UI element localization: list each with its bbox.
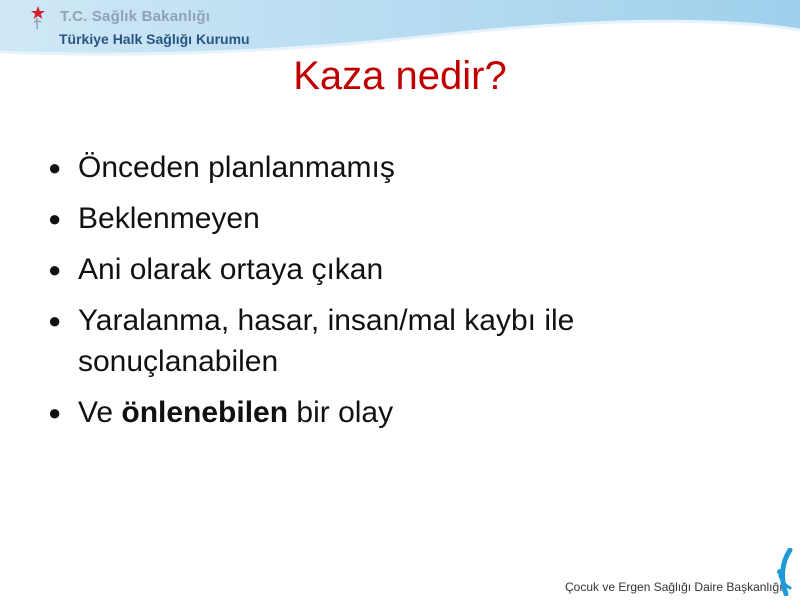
bullet-text-suffix: bir olay xyxy=(288,396,394,429)
bullet-dot-icon: ● xyxy=(48,400,62,425)
bullet-dot-icon: ● xyxy=(48,206,62,231)
child-figure-icon xyxy=(770,548,796,596)
ministry-crescent-logo-icon xyxy=(18,4,58,44)
bullet-dot-icon: ● xyxy=(48,155,62,180)
bullet-item xyxy=(44,198,744,239)
bullet-dot-icon: ● xyxy=(48,257,62,282)
slide-title: Kaza nedir? xyxy=(293,54,507,98)
bullet-text: Ani olarak ortaya çıkan xyxy=(78,253,384,286)
footer-department: Çocuk ve Ergen Sağlığı Daire Başkanlığı xyxy=(565,580,783,594)
org-name-ministry: T.C. Sağlık Bakanlığı xyxy=(60,8,211,25)
bullet-text: Beklenmeyen xyxy=(78,202,260,235)
bullet-text: Önceden planlanmamış xyxy=(78,151,395,184)
bullet-list xyxy=(44,147,744,443)
bullet-dot-icon: ● xyxy=(48,308,62,333)
bullet-item xyxy=(44,300,744,382)
bullet-text: Yaralanma, hasar, insan/mal kaybı ile sonuçlanabilen xyxy=(78,304,575,378)
bullet-item xyxy=(44,392,744,433)
bullet-text-prefix: Ve xyxy=(78,396,122,429)
bullet-item xyxy=(44,147,744,188)
bullet-item xyxy=(44,249,744,290)
bullet-emphasis: önlenebilen xyxy=(121,396,289,429)
org-name-institution: Türkiye Halk Sağlığı Kurumu xyxy=(59,31,250,47)
